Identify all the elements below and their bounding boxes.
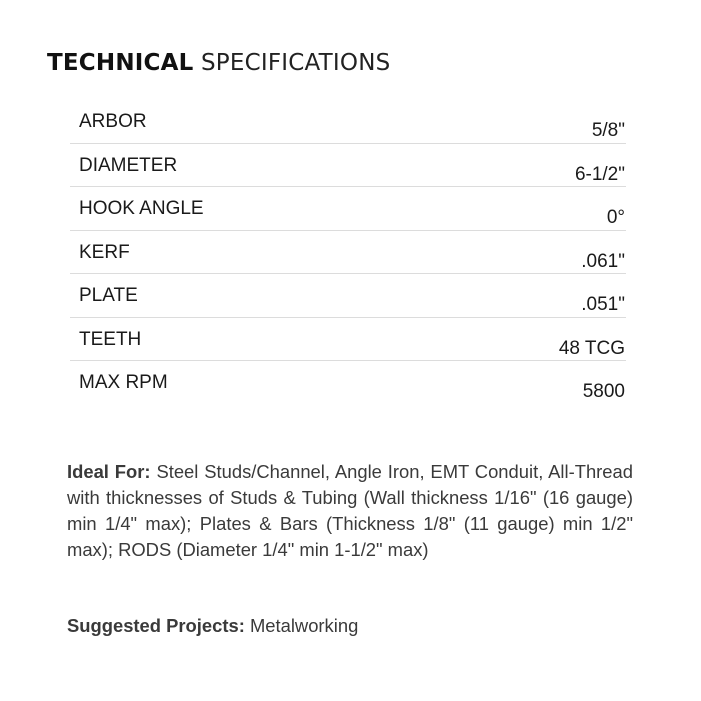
spec-label: ARBOR	[79, 111, 147, 132]
spec-label: TEETH	[79, 328, 142, 350]
spec-label: HOOK ANGLE	[79, 198, 204, 219]
page-title-light: SPECIFICATIONS	[201, 50, 391, 76]
spec-label: KERF	[79, 241, 130, 263]
spec-label: MAX RPM	[79, 372, 168, 393]
page-title-bold: TECHNICAL	[47, 50, 194, 76]
spec-label: PLATE	[79, 285, 138, 306]
spec-row-arbor	[70, 100, 626, 144]
spec-row-diameter	[70, 144, 626, 188]
suggested-projects-paragraph	[67, 613, 358, 639]
spec-value: .061"	[581, 250, 625, 272]
page-title	[47, 50, 390, 76]
suggested-projects-label: Suggested Projects:	[67, 615, 245, 636]
spec-label: DIAMETER	[79, 154, 178, 176]
spec-table	[70, 100, 626, 405]
spec-value: 5/8"	[591, 120, 625, 141]
spec-row-max-rpm	[70, 361, 626, 405]
spec-value: 6-1/2"	[574, 163, 625, 185]
spec-row-hook-angle	[70, 187, 626, 231]
spec-row-teeth	[70, 318, 626, 362]
ideal-for-paragraph	[67, 459, 633, 563]
spec-row-plate	[70, 274, 626, 318]
spec-value: 5800	[582, 381, 625, 402]
suggested-projects-text: Metalworking	[249, 615, 359, 636]
spec-row-kerf	[70, 231, 626, 275]
spec-value: 0°	[606, 207, 625, 228]
spec-value: .051"	[581, 294, 625, 315]
ideal-for-text: Steel Studs/Channel, Angle Iron, EMT Conduit, All-Thread with thicknesses of Studs & Tubing (Wall thickness 1/16" (16 gauge) min 1/4" max); Plates & Bars (Thickness 1/8" (11 gauge) min 1/2" max); RODS (Diameter 1/4" min 1-1/2" max)	[67, 461, 633, 560]
ideal-for-label: Ideal For:	[67, 461, 151, 482]
spec-value: 48 TCG	[558, 337, 625, 359]
